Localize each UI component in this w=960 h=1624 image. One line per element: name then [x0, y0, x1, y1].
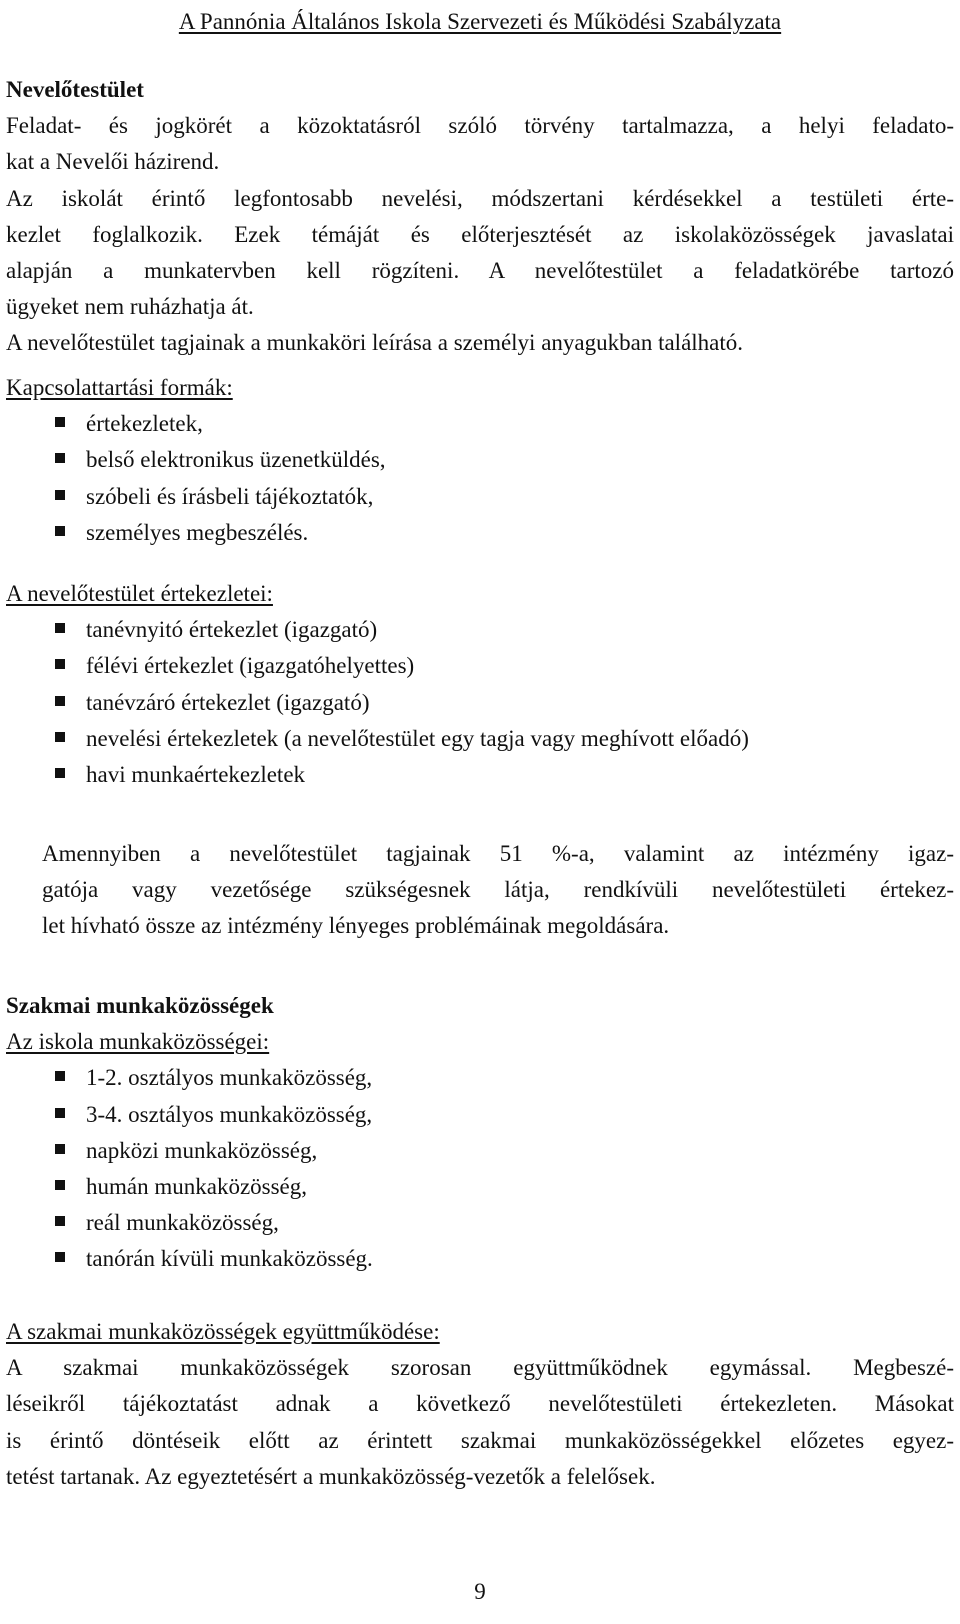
section-rendkivuli-ertekezlet	[6, 836, 954, 945]
square-bullet-icon	[55, 526, 65, 536]
munkakozossegek-list	[6, 1060, 954, 1277]
square-bullet-icon	[55, 1252, 65, 1262]
list-item-text: tanévnyitó értekezlet (igazgató)	[86, 617, 378, 643]
paragraph-line: léseikről tájékoztatást adnak a következő nevelőtestületi értekezleten. Másokat	[6, 1391, 954, 1417]
paragraph-line: kezlet foglalkozik. Ezek témáját és előterjesztését az iskolaközösségek javaslatai	[6, 221, 954, 247]
paragraph-line: Amennyiben a nevelőtestület tagjainak 51 %-a, valamint az intézmény igaz-	[42, 841, 954, 866]
list-item	[6, 612, 954, 648]
list-item-text: 1-2. osztályos munkaközösség,	[86, 1065, 373, 1091]
paragraph-line: alapján a munkatervben kell rögzíteni. A nevelőtestület a feladatkörébe tartozó	[6, 258, 954, 284]
square-bullet-icon	[55, 1180, 65, 1190]
square-bullet-icon	[55, 732, 65, 742]
kapcsolattartas-list	[6, 406, 954, 551]
square-bullet-icon	[55, 696, 65, 706]
ertekezletek-label: A nevelőtestület értekezletei:	[6, 581, 273, 606]
ertekezletek-list	[6, 612, 954, 793]
section-kapcsolattartas	[6, 370, 954, 551]
list-item-text: napközi munkaközösség,	[86, 1137, 318, 1163]
paragraph-line: gatója vagy vezetősége szükségesnek látja, rendkívüli nevelőtestületi értekez-	[42, 877, 954, 903]
list-item	[6, 479, 954, 515]
square-bullet-icon	[55, 453, 65, 463]
list-item-text: tanórán kívüli munkaközösség.	[86, 1246, 373, 1272]
paragraph-line: A szakmai munkaközösségek szorosan együttműködnek egymással. Megbeszé-	[6, 1355, 954, 1381]
list-item	[6, 442, 954, 478]
list-item	[6, 1133, 954, 1169]
list-item-text: értekezletek,	[86, 411, 203, 437]
munkakozossegek-label: Az iskola munkaközösségei:	[6, 1029, 270, 1055]
list-item	[6, 515, 954, 551]
list-item-text: szóbeli és írásbeli tájékoztatók,	[86, 483, 374, 509]
square-bullet-icon	[55, 417, 65, 427]
list-item	[6, 1169, 954, 1205]
page-number: 9	[474, 1579, 486, 1604]
square-bullet-icon	[55, 1216, 65, 1226]
section-ertekezletek	[6, 576, 954, 793]
list-item-text: reál munkaközösség,	[86, 1210, 279, 1236]
paragraph-line: kat a Nevelői házirend.	[6, 149, 220, 175]
document-page	[6, 0, 954, 1624]
list-item-text: tanévzáró értekezlet (igazgató)	[86, 689, 370, 715]
section-heading-nevelotestulet: Nevelőtestület	[6, 77, 144, 102]
paragraph-line: is érintő döntéseik előtt az érintett szakmai munkaközösségekkel előzetes egyez-	[6, 1427, 954, 1453]
list-item	[6, 406, 954, 442]
paragraph-line: A nevelőtestület tagjainak a munkaköri leírása a személyi anyagukban található.	[6, 330, 744, 356]
section-munkakozossegek	[6, 988, 954, 1278]
square-bullet-icon	[55, 490, 65, 500]
section-egyuttmukodes	[6, 1314, 954, 1495]
paragraph-line: Az iskolát érintő legfontosabb nevelési, módszertani kérdésekkel a testületi érte-	[6, 185, 954, 211]
paragraph-line: tetést tartanak. Az egyeztetésért a munkaközösség-vezetők a felelősek.	[6, 1463, 656, 1489]
list-item-text: személyes megbeszélés.	[86, 519, 309, 545]
list-item-text: félévi értekezlet (igazgatóhelyettes)	[86, 653, 415, 679]
section-nevelotestulet	[6, 72, 954, 362]
list-item-text: belső elektronikus üzenetküldés,	[86, 447, 386, 473]
list-item-text: 3-4. osztályos munkaközösség,	[86, 1101, 373, 1127]
document-running-header: A Pannónia Általános Iskola Szervezeti és Működési Szabályzata	[178, 9, 782, 34]
square-bullet-icon	[55, 1071, 65, 1081]
egyuttmukodes-paragraph	[6, 1350, 954, 1495]
list-item-text: humán munkaközösség,	[86, 1174, 308, 1200]
square-bullet-icon	[55, 768, 65, 778]
list-item	[6, 685, 954, 721]
nevelotestulet-paragraph	[6, 108, 954, 361]
list-item	[6, 1205, 954, 1241]
list-item	[6, 1097, 954, 1133]
square-bullet-icon	[55, 659, 65, 669]
square-bullet-icon	[55, 623, 65, 633]
square-bullet-icon	[55, 1144, 65, 1154]
rendkivuli-ertekezlet-paragraph	[6, 836, 954, 945]
list-item	[6, 648, 954, 684]
list-item	[6, 757, 954, 793]
egyuttmukodes-label: A szakmai munkaközösségek együttműködése:	[6, 1319, 440, 1344]
list-item	[6, 1060, 954, 1096]
list-item-text: havi munkaértekezletek	[86, 762, 306, 788]
paragraph-line: ügyeket nem ruházhatja át.	[6, 294, 254, 320]
paragraph-line: let hívható össze az intézmény lényeges problémáinak megoldására.	[42, 913, 670, 939]
section-heading-munkakozossegek: Szakmai munkaközösségek	[6, 993, 274, 1018]
square-bullet-icon	[55, 1108, 65, 1118]
list-item-text: nevelési értekezletek (a nevelőtestület egy tagja vagy meghívott előadó)	[86, 725, 749, 751]
kapcsolattartas-label: Kapcsolattartási formák:	[6, 375, 233, 400]
list-item	[6, 721, 954, 757]
list-item	[6, 1241, 954, 1277]
paragraph-line: Feladat- és jogkörét a közoktatásról szóló törvény tartalmazza, a helyi feladato-	[6, 113, 954, 139]
